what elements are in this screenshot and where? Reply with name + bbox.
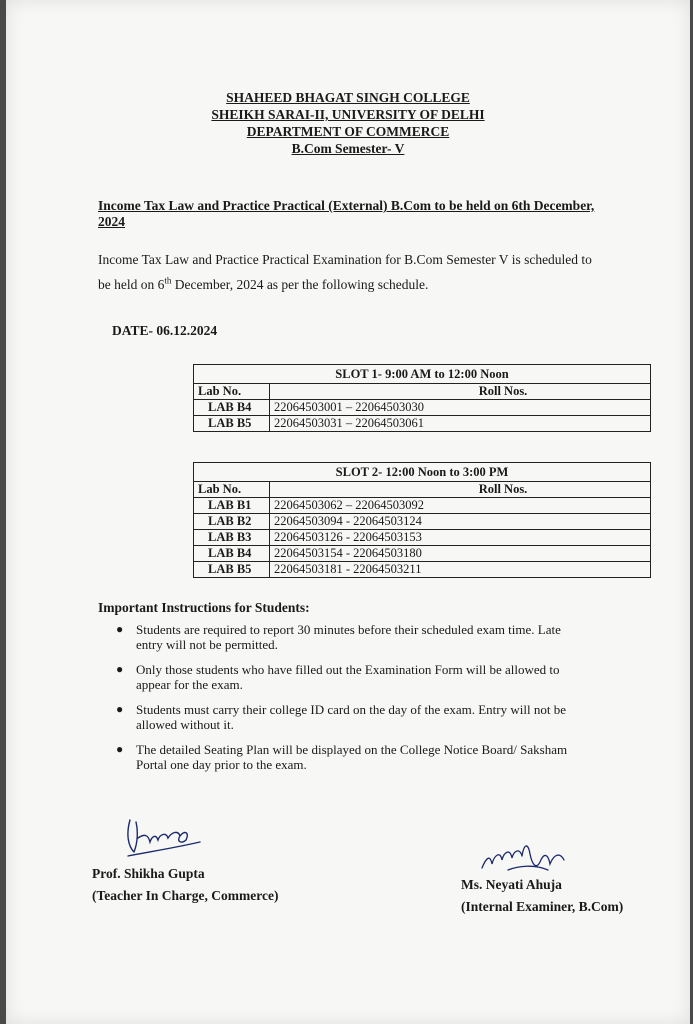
intro-paragraph — [98, 247, 606, 297]
list-item — [98, 662, 588, 692]
bullet-icon: ● — [116, 742, 124, 756]
lab-cell: LAB B5 — [194, 562, 270, 578]
slot1-header-roll: Roll Nos. — [270, 384, 651, 400]
lab-cell: LAB B3 — [194, 530, 270, 546]
intro-text-part1: Income Tax Law and Practice Practical Examination for B.Com Semester V is scheduled to be held on 6 — [98, 252, 592, 292]
signatory-left-name: Prof. Shikha Gupta — [92, 866, 205, 881]
roll-cell: 22064503094 - 22064503124 — [270, 514, 651, 530]
signatory-right — [461, 874, 623, 918]
signatory-right-name: Ms. Neyati Ahuja — [461, 877, 562, 892]
roll-cell: 22064503181 - 22064503211 — [270, 562, 651, 578]
slot2-title: SLOT 2- 12:00 Noon to 3:00 PM — [194, 463, 651, 482]
slot2-table — [193, 462, 651, 578]
signatory-left — [92, 863, 278, 907]
instruction-text: Students must carry their college ID card on the day of the exam. Entry will not be allowed without it. — [136, 702, 566, 732]
lab-cell: LAB B5 — [194, 416, 270, 432]
bullet-icon: ● — [116, 662, 124, 676]
roll-cell: 22064503001 – 22064503030 — [270, 400, 651, 416]
list-item — [98, 622, 588, 652]
department-name: DEPARTMENT OF COMMERCE — [246, 124, 450, 139]
roll-cell: 22064503126 - 22064503153 — [270, 530, 651, 546]
letterhead — [6, 89, 690, 157]
intro-text-part2: December, 2024 as per the following schedule. — [171, 277, 429, 292]
instructions-title: Important Instructions for Students: — [98, 600, 310, 615]
signature-left-icon — [124, 812, 204, 862]
intro-superscript: th — [164, 275, 172, 286]
document-page — [6, 0, 690, 1024]
slot1-table — [193, 364, 651, 432]
table-row — [194, 400, 651, 416]
exam-date: DATE- 06.12.2024 — [112, 323, 218, 338]
signatory-left-role: (Teacher In Charge, Commerce) — [92, 888, 279, 903]
table-row — [194, 514, 651, 530]
roll-cell: 22064503062 – 22064503092 — [270, 498, 651, 514]
college-name: SHAHEED BHAGAT SINGH COLLEGE — [226, 90, 470, 105]
instruction-text: Only those students who have filled out the Examination Form will be allowed to appear for the exam. — [136, 662, 560, 692]
roll-cell: 22064503154 - 22064503180 — [270, 546, 651, 562]
table-row — [194, 530, 651, 546]
table-row — [194, 546, 651, 562]
notice-subject: Income Tax Law and Practice Practical (External) B.Com to be held on 6th December, 2024 — [98, 198, 595, 229]
semester-label: B.Com Semester- V — [291, 141, 405, 156]
lab-cell: LAB B2 — [194, 514, 270, 530]
table-row — [194, 416, 651, 432]
lab-cell: LAB B1 — [194, 498, 270, 514]
roll-cell: 22064503031 – 22064503061 — [270, 416, 651, 432]
lab-cell: LAB B4 — [194, 400, 270, 416]
instruction-text: The detailed Seating Plan will be displayed on the College Notice Board/ Saksham Portal one day prior to the exam. — [136, 742, 568, 772]
bullet-icon: ● — [116, 702, 124, 716]
table-row — [194, 562, 651, 578]
table-row — [194, 498, 651, 514]
list-item — [98, 742, 588, 772]
instruction-text: Students are required to report 30 minutes before their scheduled exam time. Late entry will not be permitted. — [136, 622, 561, 652]
instructions-list — [98, 622, 588, 782]
slot1-header-lab: Lab No. — [194, 384, 270, 400]
slot2-header-lab: Lab No. — [194, 482, 270, 498]
slot1-title: SLOT 1- 9:00 AM to 12:00 Noon — [194, 365, 651, 384]
lab-cell: LAB B4 — [194, 546, 270, 562]
signatory-right-role: (Internal Examiner, B.Com) — [461, 899, 624, 914]
bullet-icon: ● — [116, 622, 124, 636]
slot2-header-roll: Roll Nos. — [270, 482, 651, 498]
list-item — [98, 702, 588, 732]
college-address: SHEIKH SARAI-II, UNIVERSITY OF DELHI — [211, 107, 485, 122]
